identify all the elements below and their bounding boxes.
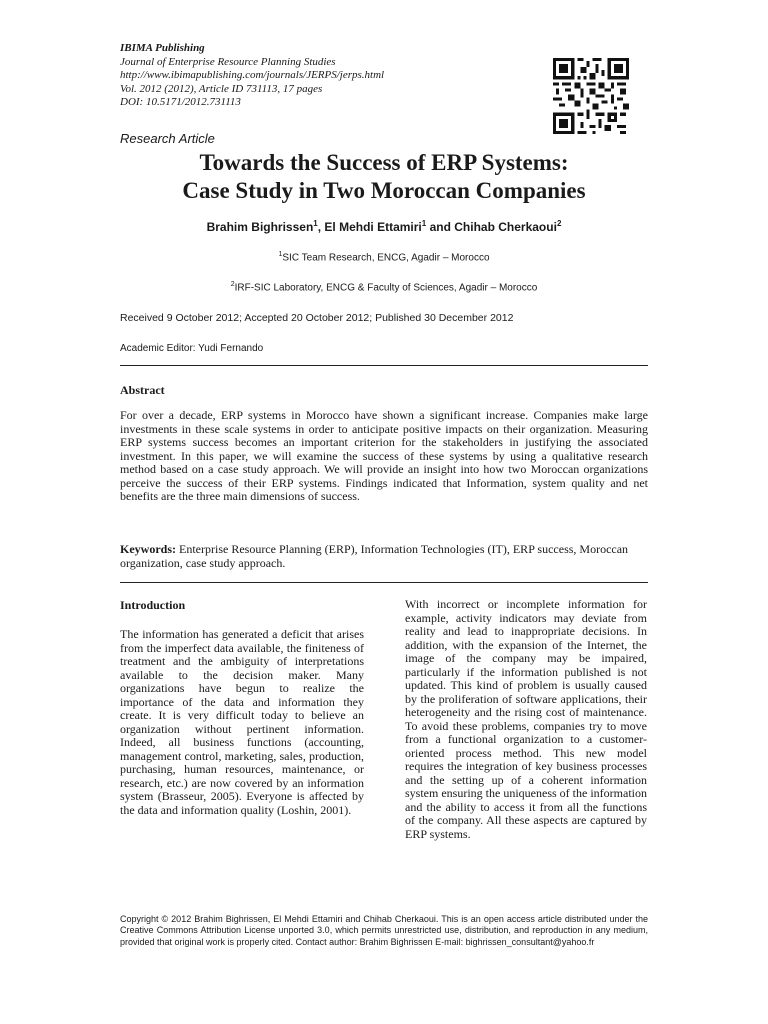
journal-header	[120, 42, 540, 110]
introduction-left-column: The information has generated a deficit that arises from the imperfect data available, the finiteness of treatment and the ambiguity of interpretations available to the decision maker. Many organizations have begun to realize the importance of the data and information they create. It is very difficult today to believe an organization without pertinent information. Indeed, all business functions (accounting, management control, marketing, sales, production, purchasing, human resources, maintenance, or research, etc.) are now covered by an information system (Brasseur, 2005). Everyone is affected by the data and information quality (Loshin, 2001).	[120, 627, 364, 817]
keywords	[120, 543, 648, 570]
volume-info: Vol. 2012 (2012), Article ID 731113, 17 pages	[120, 82, 323, 95]
author-name: El Mehdi Ettamiri	[324, 220, 422, 234]
academic-editor: Academic Editor: Yudi Fernando	[120, 343, 264, 354]
affiliation-text: IRF-SIC Laboratory, ENCG & Faculty of Sciences, Agadir – Morocco	[234, 282, 538, 294]
journal-url[interactable]: http://www.ibimapublishing.com/journals/JERPS/jerps.html	[120, 69, 385, 81]
introduction-right-column: With incorrect or incomplete information for example, activity indicators may deviate from reality and lead to inappropriate decisions. In addition, with the expansion of the Internet, the image of the company may be impaired, particularly if the information published is not updated. This kind of problem is usually caused by the proliferation of software applications, their heterogeneity and the rising cost of maintenance. To avoid these problems, companies try to move from a functional organization to a customer-oriented process method. This new model requires the integration of key business processes and the setting up of a coherent information system ensuring the uniqueness of the information and the ability to access it from all the functions of the company. All these aspects are captured by ERP systems.	[405, 597, 647, 841]
doi: DOI: 10.5171/2012.731113	[120, 96, 241, 108]
title-line-2: Case Study in Two Moroccan Companies	[182, 178, 586, 203]
affiliation-1	[80, 251, 688, 263]
keywords-label: Keywords:	[120, 542, 176, 556]
introduction-heading: Introduction	[120, 598, 186, 612]
paper-title	[80, 149, 688, 205]
author-name: Brahim Bighrissen	[206, 220, 314, 234]
qr-code-icon	[553, 58, 629, 134]
abstract-text: For over a decade, ERP systems in Morocco have shown a significant increase. Companies make large investments in these scale systems in order to anticipate positive impacts on their organization. Measuring ERP systems success becomes an important criterion for the stakeholders in justifying the associated investment. In this paper, we will examine the success of these systems by using a qualitative research method based on a case study approach. We will provide an insight into how two Moroccan organizations perceive the success of their ERP systems. Findings indicated that Information, system quality and net benefits are the three main dimensions of success.	[120, 408, 648, 503]
abstract-heading: Abstract	[120, 383, 165, 397]
copyright-notice: Copyright © 2012 Brahim Bighrissen, El Mehdi Ettamiri and Chihab Cherkaoui. This is an open access article distributed under the Creative Commons Attribution License unported 3.0, which permits unrestricted use, distribution, and reproduction in any medium, provided that original work is properly cited. Contact author: Brahim Bighrissen E-mail: bighrissen_consultant@yahoo.fr	[120, 914, 648, 947]
author-separator: ,	[317, 220, 325, 234]
journal-name: Journal of Enterprise Resource Planning Studies	[120, 55, 336, 68]
keywords-text: Enterprise Resource Planning (ERP), Information Technologies (IT), ERP success, Moroccan organization, case study approach.	[120, 542, 629, 570]
publication-dates: Received 9 October 2012; Accepted 20 October 2012; Published 30 December 2012	[120, 312, 514, 324]
affiliation-text: SIC Team Research, ENCG, Agadir – Morocco	[282, 252, 490, 264]
author-name: Chihab Cherkaoui	[454, 220, 557, 234]
publisher-name: IBIMA Publishing	[120, 42, 205, 54]
divider	[120, 582, 648, 583]
affiliation-number: 2	[230, 281, 235, 288]
author-affiliation-mark: 1	[421, 219, 427, 228]
article-type: Research Article	[120, 131, 215, 146]
affiliation-number: 1	[278, 251, 283, 258]
author-affiliation-mark: 2	[556, 219, 562, 228]
affiliation-2	[80, 281, 688, 293]
author-list	[80, 219, 688, 234]
title-line-1: Towards the Success of ERP Systems:	[199, 150, 569, 175]
author-affiliation-mark: 1	[313, 219, 318, 228]
divider	[120, 365, 648, 366]
author-separator: and	[426, 220, 455, 234]
